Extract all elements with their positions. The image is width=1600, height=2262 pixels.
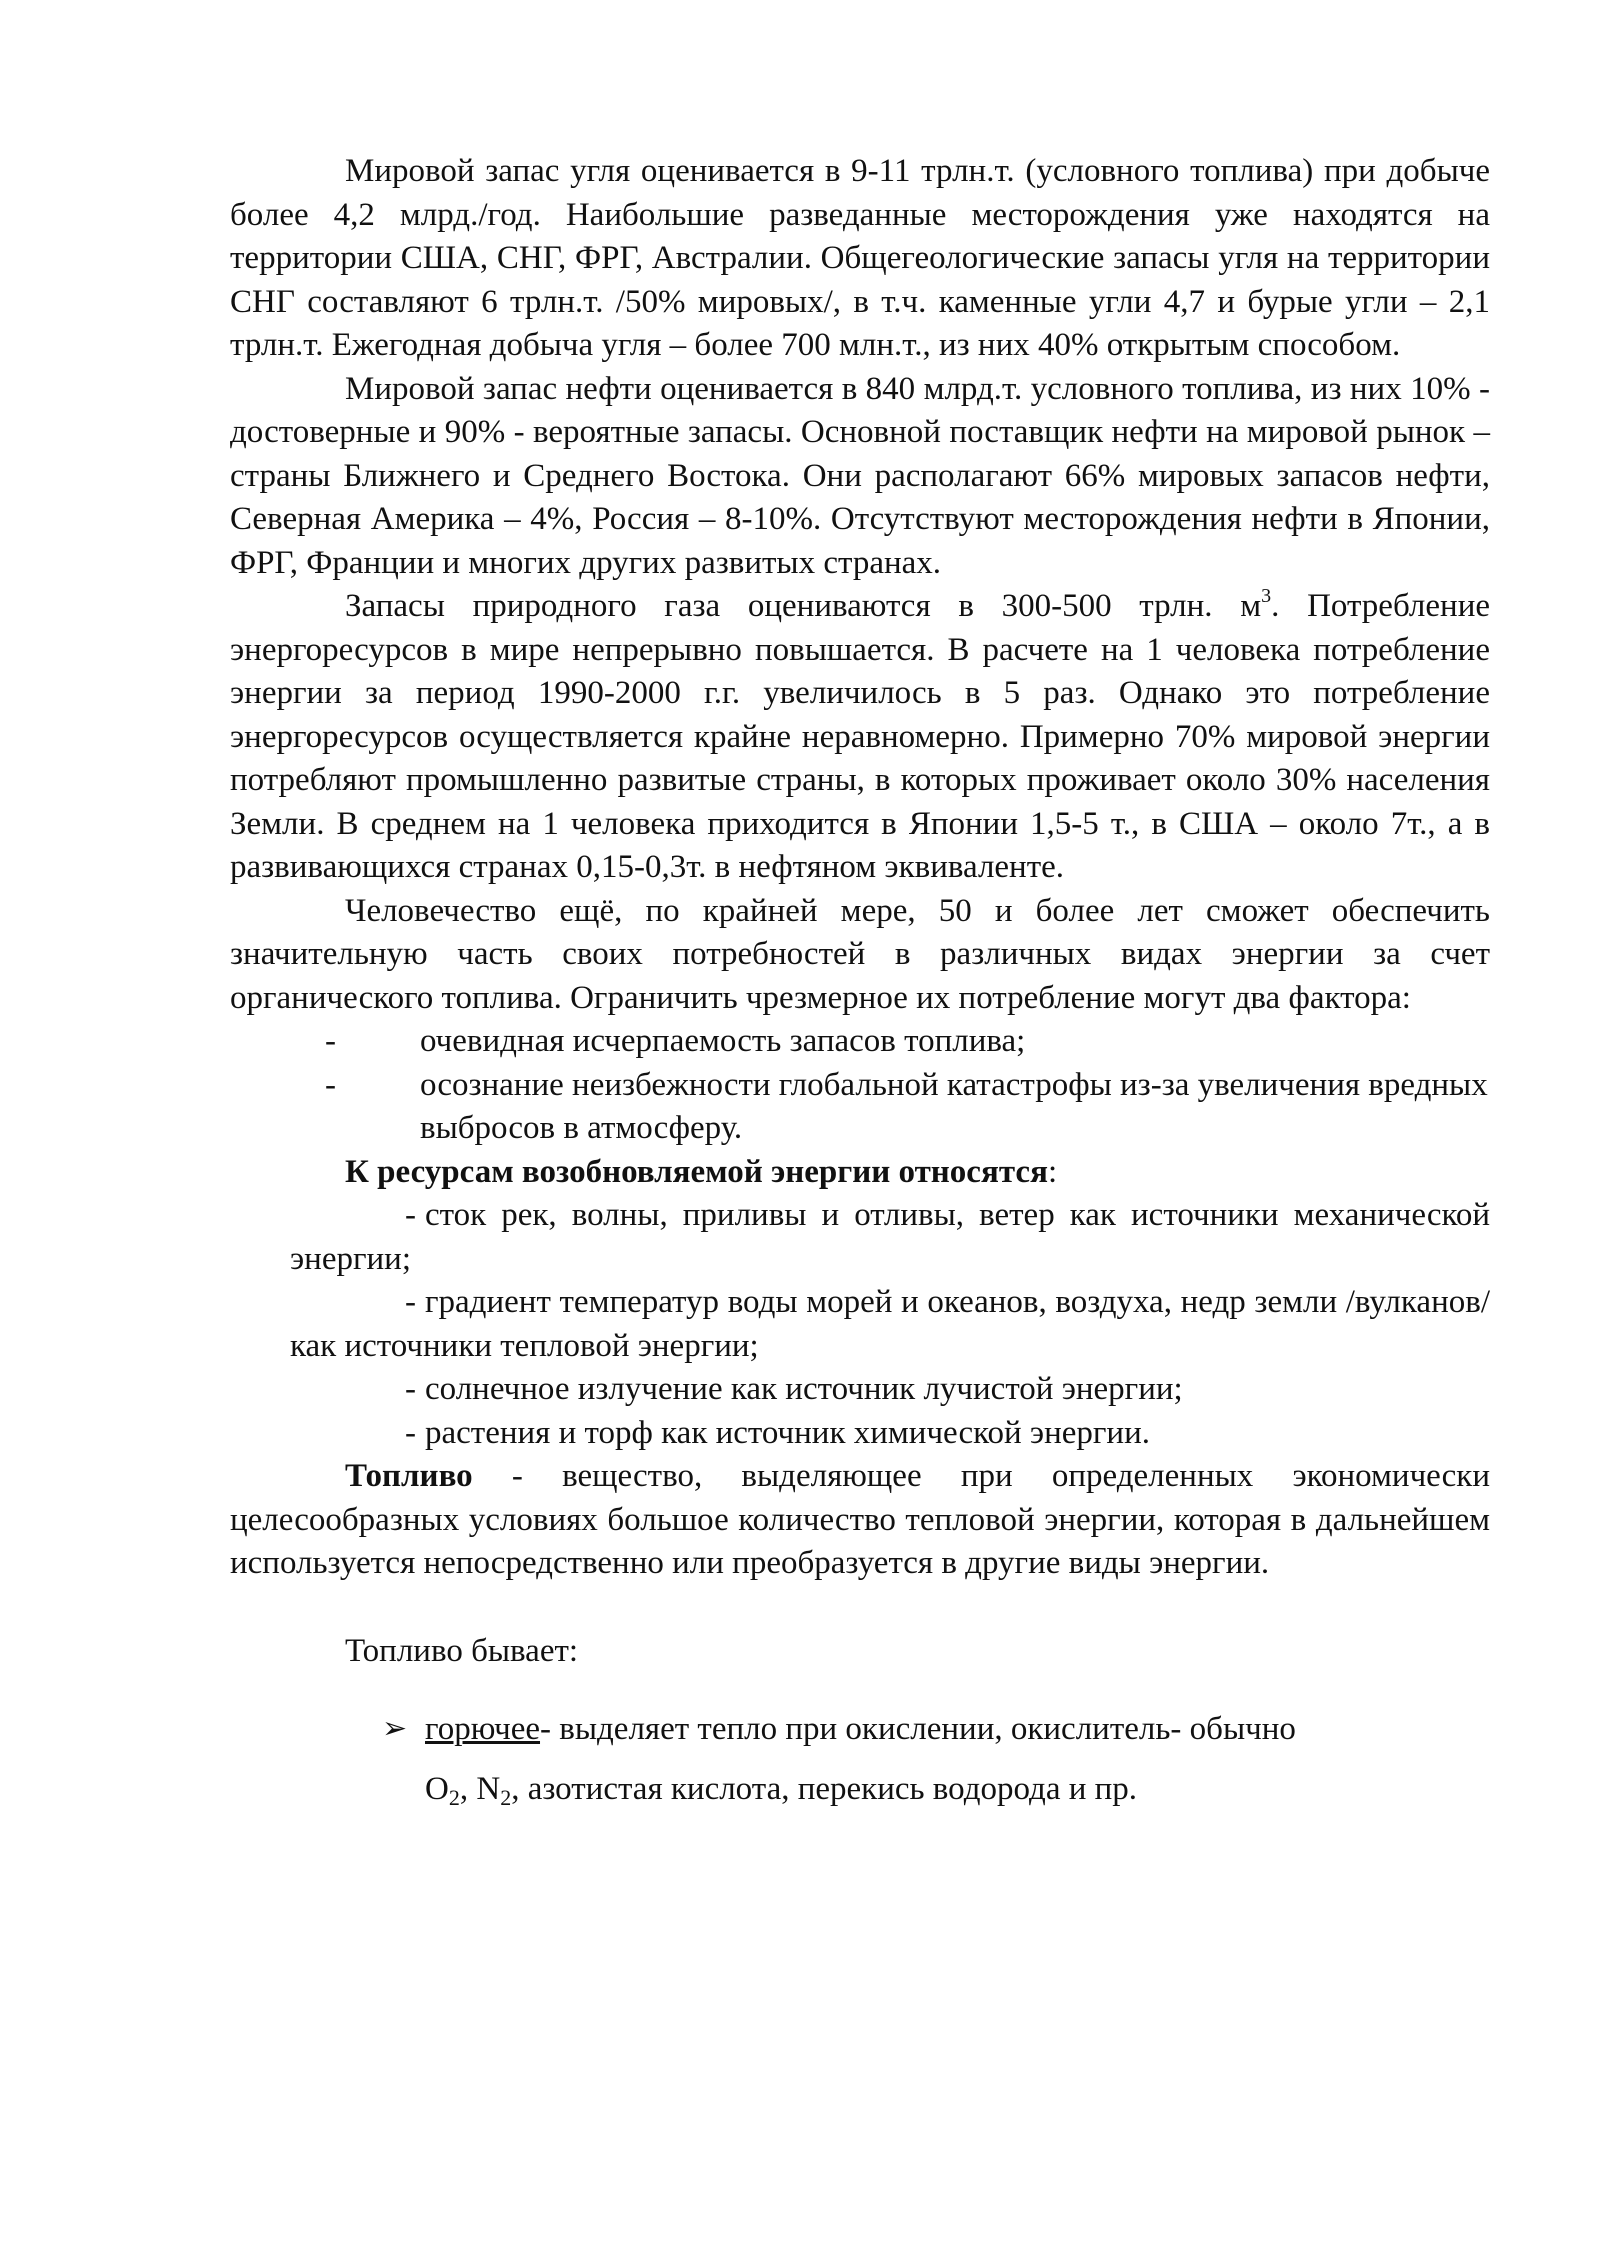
factors-list	[230, 1020, 1490, 1151]
renewable-item-text: сток рек, волны, приливы и отливы, ветер как источники механической энергии;	[290, 1197, 1490, 1277]
dash-marker: -	[405, 1371, 416, 1407]
dash-marker: -	[325, 1066, 336, 1103]
oxygen-symbol: O	[425, 1771, 449, 1807]
bullet-line-2	[425, 1759, 1490, 1819]
gas-text-rest: . Потребление энергоресурсов в мире непрерывно повышается. В расчете на 1 человека потребление энергии за период 1990-2000 г.г. увеличилось в 5 раз. Однако это потребление энергоресурсов осуществляется крайне неравномерно. Примерно 70% мировой энергии потребляют промышленно развитые страны, в которых проживает около 30% населения Земли. В среднем на 1 человека приходится в Японии 1,5-5 т., в США – около 7т., а в развивающихся странах 0,15-0,3т. в нефтяном эквиваленте.	[230, 588, 1491, 885]
factor-item	[325, 1020, 1490, 1064]
paragraph-humanity: Человечество ещё, по крайней мере, 50 и более лет сможет обеспечить значительную часть своих потребностей в различных видах энергии за счет органического топлива. Ограничить чрезмерное их потребление могут два фактора:	[230, 892, 1490, 1016]
oxidizers-text: , азотистая кислота, перекись водорода и пр.	[511, 1771, 1138, 1807]
factor-text: очевидная исчерпаемость запасов топлива;	[420, 1023, 1026, 1059]
fuel-types-intro: Топливо бывает:	[345, 1632, 579, 1669]
fuel-definition-text: - вещество, выделяющее при определенных экономически целесообразных условиях большое количество тепловой энергии, которая в дальнейшем используется непосредственно или преобразуется в другие виды энергии.	[230, 1458, 1490, 1581]
dash-marker: -	[405, 1414, 416, 1451]
bullet-line-1	[382, 1699, 1490, 1759]
dash-marker: -	[405, 1284, 416, 1320]
gas-text-start: Запасы природного газа оцениваются в 300-500 трлн. м	[345, 588, 1262, 624]
combustible-term: горючее	[425, 1711, 541, 1747]
paragraph-gas	[230, 585, 1490, 890]
arrow-bullet-icon: ➢	[382, 1712, 408, 1745]
renewable-item	[290, 1194, 1490, 1281]
fuel-term: Топливо	[345, 1458, 473, 1494]
blank-line	[230, 1586, 1490, 1630]
combustible-definition: - выделяет тепло при окислении, окислитель- обычно	[540, 1711, 1296, 1747]
cubic-superscript: 3	[1261, 585, 1272, 607]
paragraph-coal: Мировой запас угля оценивается в 9-11 трлн.т. (условного топлива) при добыче более 4,2 млрд./год. Наибольшие разведанные месторождения уже находятся на территории США, СНГ, ФРГ, Австралии. Общегеологические запасы угля на территории СНГ составляют 6 трлн.т. /50% мировых/, в т.ч. каменные угли 4,7 и бурые угли – 2,1 трлн.т. Ежегодная добыча угля – более 700 млн.т., из них 40% открытым способом.	[230, 153, 1490, 363]
renewable-item	[290, 1281, 1490, 1368]
nitrogen-symbol: N	[476, 1771, 501, 1807]
factor-item	[325, 1064, 1490, 1151]
separator: ,	[459, 1771, 477, 1807]
oxygen-subscript: 2	[448, 1785, 460, 1810]
renewable-heading	[230, 1151, 1490, 1195]
paragraph-oil: Мировой запас нефти оценивается в 840 млрд.т. условного топлива, из них 10% - достоверные и 90% - вероятные запасы. Основной поставщик нефти на мировой рынок – страны Ближнего и Среднего Востока. Они располагают 66% мировых запасов нефти, Северная Америка – 4%, Россия – 8-10%. Отсутствуют месторождения нефти в Японии, ФРГ, Франции и многих других развитых странах.	[230, 370, 1490, 581]
renewable-item-text: солнечное излучение как источник лучистой энергии;	[425, 1371, 1183, 1407]
nitrogen-subscript: 2	[500, 1785, 512, 1810]
renewable-heading-colon: :	[1047, 1153, 1058, 1190]
renewable-item-text: градиент температур воды морей и океанов, воздуха, недр земли /вулканов/ как источники тепловой энергии;	[290, 1284, 1490, 1364]
renewable-item	[290, 1412, 1490, 1456]
factor-text: осознание неизбежности глобальной катастрофы из-за увеличения вредных выбросов в атмосферу.	[420, 1066, 1488, 1146]
paragraph-fuel-definition	[230, 1455, 1490, 1586]
dash-marker: -	[325, 1023, 336, 1059]
renewable-heading-bold: К ресурсам возобновляемой энергии относятся	[345, 1153, 1048, 1190]
renewable-list	[230, 1194, 1490, 1455]
fuel-type-bullet	[230, 1699, 1490, 1819]
dash-marker: -	[405, 1197, 416, 1233]
renewable-item-text: растения и торф как источник химической энергии.	[425, 1414, 1151, 1451]
renewable-item	[290, 1368, 1490, 1412]
document-page	[230, 150, 1490, 1819]
